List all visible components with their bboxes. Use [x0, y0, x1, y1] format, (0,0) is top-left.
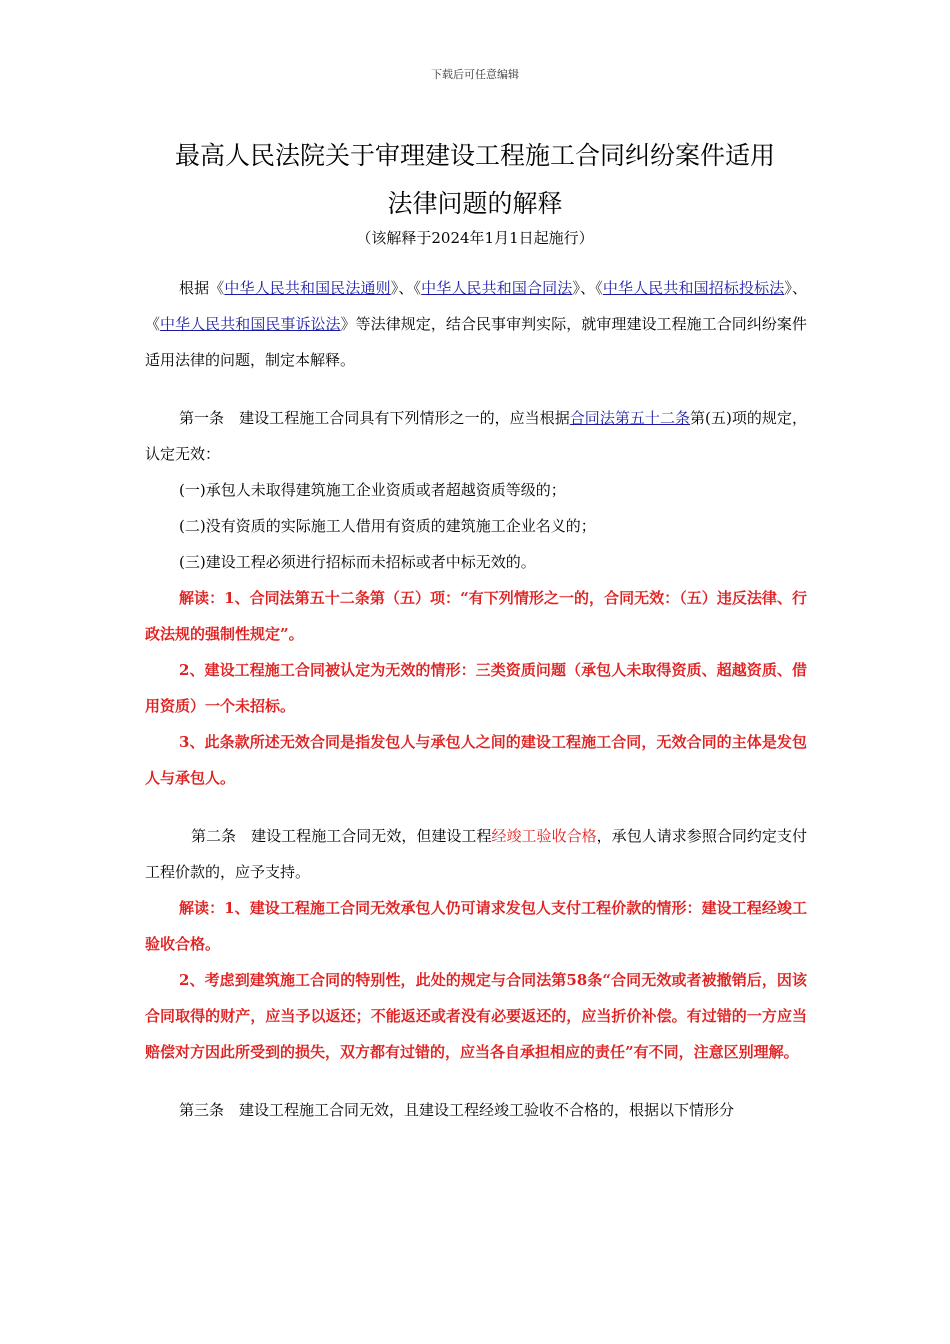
- article-text: ，承包人请求参照合同约定支付工程价款的，应予支持。: [145, 827, 807, 881]
- intro-text: 根据《: [179, 279, 225, 297]
- article-label: 第一条: [179, 409, 225, 427]
- list-item: (二)没有资质的实际施工人借用有资质的建筑施工企业名义的；: [179, 517, 596, 535]
- article-label: 第三条: [179, 1101, 225, 1119]
- interpretation-note: 2、考虑到建筑施工合同的特别性，此处的规定与合同法第58条“合同无效或者被撤销后，因该合同取得的财产，应当予以返还；不能返还或者没有必要返还的，应当折价补偿。有过错的一方应当赔偿对方因此所受到的损失，双方都有过错的，应当各自承担相应的责任”有不同，注意区别理解。: [145, 971, 807, 1061]
- link-contract-law[interactable]: 中华人民共和国合同法: [421, 279, 573, 297]
- highlighted-phrase: 经竣工验收合格: [491, 827, 597, 845]
- article-text: 建设工程施工合同无效，但建设工程: [251, 827, 492, 845]
- document-title-line1: 最高人民法院关于审理建设工程施工合同纠纷案件适用: [174, 141, 775, 170]
- article-text: 建设工程施工合同无效，且建设工程经竣工验收不合格的，根据以下情形分: [239, 1101, 735, 1119]
- article-1: [145, 400, 807, 472]
- interpretation-note: 2、建设工程施工合同被认定为无效的情形：三类资质问题（承包人未取得资质、超越资质、借用资质）一个未招标。: [145, 661, 807, 715]
- header-note: 下载后可任意编辑: [431, 68, 519, 81]
- intro-text: 》、《: [390, 279, 422, 297]
- document-title-line2: 法律问题的解释: [387, 189, 563, 218]
- link-contract-law-art52[interactable]: 合同法第五十二条: [569, 409, 691, 427]
- list-item: (一)承包人未取得建筑施工企业资质或者超越资质等级的；: [179, 481, 566, 499]
- document-body: [145, 270, 807, 1128]
- article-2: [145, 818, 807, 890]
- effective-date-note: （该解释于2024年1月1日起施行）: [356, 229, 594, 247]
- interpretation-note: 解读：1、建设工程施工合同无效承包人仍可请求发包人支付工程价款的情形：建设工程经竣工验收合格。: [145, 899, 807, 953]
- link-bidding-law[interactable]: 中华人民共和国招标投标法: [602, 279, 785, 297]
- intro-paragraph: [145, 270, 807, 378]
- intro-text: 》、《: [572, 279, 603, 297]
- intro-text: 》、《: [145, 279, 807, 333]
- link-civil-procedure-law[interactable]: 中华人民共和国民事诉讼法: [160, 315, 341, 333]
- intro-text: 》等法律规定，结合民事审判实际，就审理建设工程施工合同纠纷案件适用法律的问题，制定本解释。: [145, 315, 807, 369]
- article-text: 建设工程施工合同具有下列情形之一的，应当根据: [239, 409, 570, 427]
- article-label: 第二条: [191, 827, 237, 845]
- list-item: (三)建设工程必须进行招标而未招标或者中标无效的。: [179, 553, 536, 571]
- interpretation-note: 3、此条款所述无效合同是指发包人与承包人之间的建设工程施工合同，无效合同的主体是发包人与承包人。: [145, 733, 807, 787]
- interpretation-note: 解读：1、合同法第五十二条第（五）项：“有下列情形之一的，合同无效：（五）违反法律、行政法规的强制性规定”。: [145, 589, 807, 643]
- article-3: [145, 1092, 807, 1128]
- link-civil-law[interactable]: 中华人民共和国民法通则: [224, 279, 391, 297]
- article-text: 第(五)项的规定，认定无效：: [145, 409, 807, 463]
